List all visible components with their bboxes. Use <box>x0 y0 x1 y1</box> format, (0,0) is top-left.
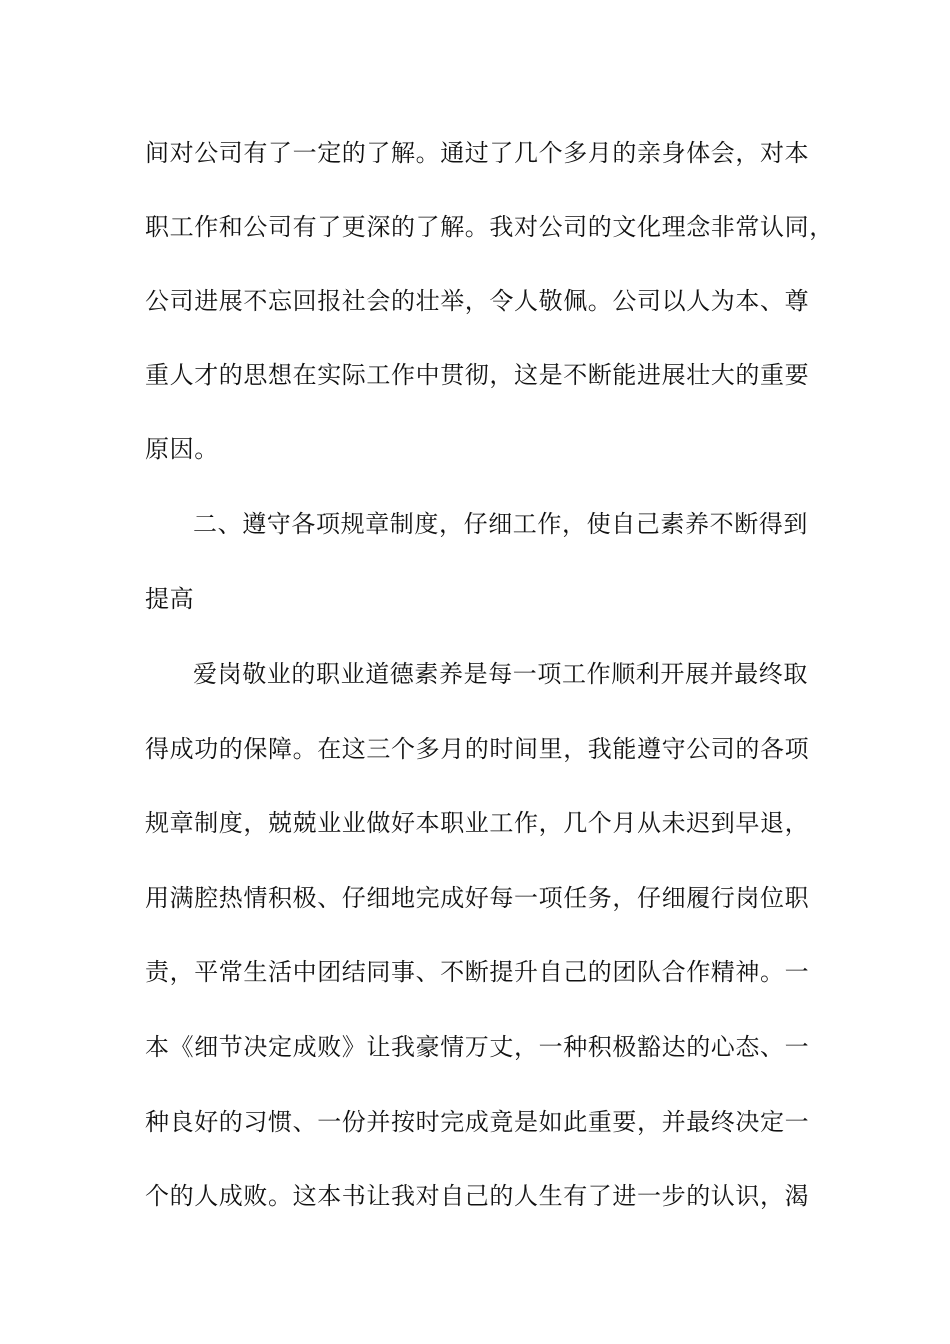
text-line: 得成功的保障。在这三个多月的时间里，我能遵守公司的各项 <box>145 735 810 763</box>
text-line: 公司进展不忘回报社会的壮举，令人敬佩。公司以人为本、尊 <box>145 287 810 315</box>
text-line: 规章制度，兢兢业业做好本职业工作，几个月从未迟到早退， <box>145 809 810 837</box>
text-line: 责，平常生活中团结同事、不断提升自己的团队合作精神。一 <box>145 958 810 986</box>
text-line: 本《细节决定成败》让我豪情万丈，一种积极豁达的心态、一 <box>145 1033 810 1061</box>
text-line: 用满腔热情积极、仔细地完成好每一项任务，仔细履行岗位职 <box>145 884 810 912</box>
text-line: 个的人成败。这本书让我对自己的人生有了进一步的认识，渴 <box>145 1182 810 1210</box>
text-line: 重人才的思想在实际工作中贯彻，这是不断能进展壮大的重要 <box>145 361 810 389</box>
section-heading-line: 提高 <box>145 585 195 613</box>
text-line: 职工作和公司有了更深的了解。我对公司的文化理念非常认同， <box>145 213 834 241</box>
text-line: 间对公司有了一定的了解。通过了几个多月的亲身体会，对本 <box>145 139 810 167</box>
text-line: 原因。 <box>145 435 219 463</box>
text-line: 爱岗敬业的职业道德素养是每一项工作顺利开展并最终取 <box>193 660 808 688</box>
section-heading-line: 二、遵守各项规章制度，仔细工作，使自己素养不断得到 <box>193 510 808 538</box>
text-line: 种良好的习惯、一份并按时完成竟是如此重要，并最终决定一 <box>145 1108 810 1136</box>
